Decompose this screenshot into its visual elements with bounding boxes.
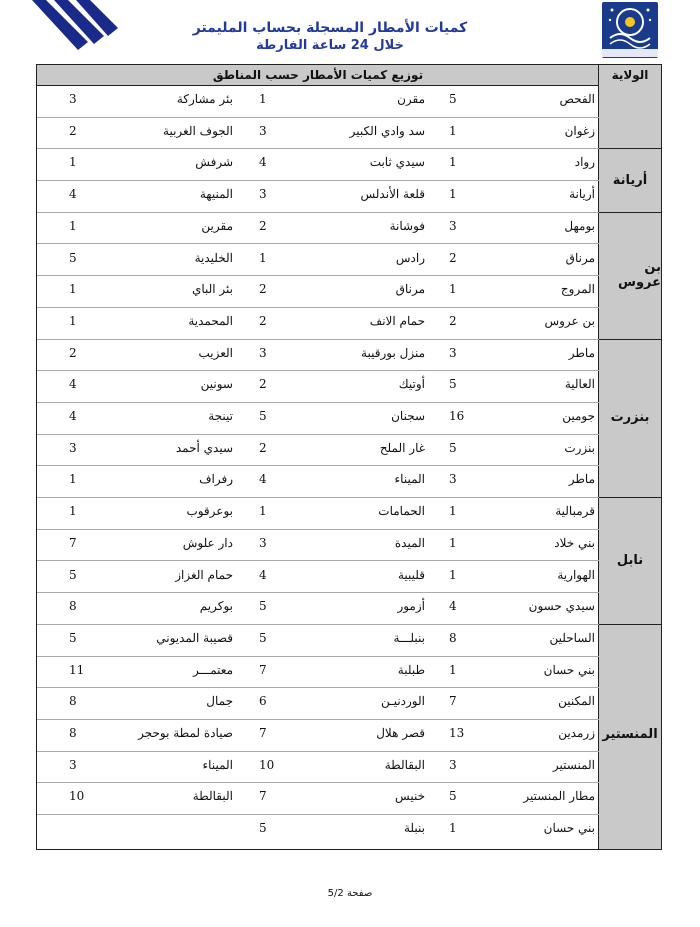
station-name: الميدة	[394, 535, 425, 550]
rainfall-value: 8	[69, 599, 77, 614]
rainfall-value: 5	[449, 92, 457, 106]
station-name: العالية	[564, 377, 595, 392]
rainfall-value: 2	[259, 282, 267, 297]
governorate-column	[598, 85, 661, 849]
rainfall-value: 1	[69, 504, 77, 519]
station-name: طبلبة	[397, 662, 425, 677]
station-name: ماطر	[568, 345, 595, 360]
rainfall-value: 5	[449, 789, 457, 804]
table-row	[37, 85, 599, 118]
page-title: كميات الأمطار المسجلة بحساب المليمتر	[192, 20, 468, 36]
station-name: منزل بورقيبة	[361, 345, 425, 360]
page-subtitle: خلال 24 ساعة الفارطة	[256, 38, 404, 53]
station-name: رادس	[395, 250, 425, 265]
station-name: الخليدية	[194, 250, 233, 265]
station-name: البقالطة	[384, 757, 425, 772]
station-name: جمال	[206, 694, 233, 709]
station-name: رفراف	[199, 472, 233, 487]
station-name: شرفش	[195, 155, 233, 170]
rainfall-value: 7	[259, 726, 267, 740]
rainfall-value: 10	[69, 789, 85, 804]
table-row	[37, 656, 599, 689]
station-name: الساحلين	[549, 630, 595, 645]
table-row	[37, 497, 599, 530]
rainfall-value: 3	[449, 218, 457, 233]
station-name: بومهل	[564, 218, 595, 233]
rainfall-value: 1	[449, 504, 457, 519]
station-name: بنبلة	[404, 821, 425, 836]
rainfall-value: 4	[259, 155, 267, 170]
station-name: الحمامات	[378, 504, 425, 519]
rainfall-value: 1	[69, 282, 77, 297]
rainfall-value: 7	[259, 789, 267, 804]
station-name: بن عروس	[544, 313, 595, 328]
station-name: سيدي ثابت	[369, 155, 425, 170]
table-header	[37, 65, 661, 86]
station-name: بئر مشاركة	[176, 92, 233, 106]
institute-logo	[602, 2, 658, 58]
table-row	[37, 370, 599, 403]
station-name: مقرن	[397, 92, 425, 106]
rainfall-value: 5	[259, 630, 267, 645]
station-name: مطار المنستير	[523, 789, 595, 804]
column-header-wilaya: الولاية	[598, 65, 661, 85]
station-name: بوعرقوب	[186, 504, 233, 519]
station-name: الجوف الغربية	[163, 123, 233, 138]
rainfall-value: 1	[449, 187, 457, 202]
station-name: قرمبالية	[555, 504, 595, 519]
rainfall-value: 2	[449, 313, 457, 328]
station-name: دار علوش	[182, 535, 233, 550]
rainfall-value: 5	[69, 630, 77, 645]
rainfall-value: 1	[259, 250, 267, 265]
rainfall-value: 3	[69, 757, 77, 772]
table-body	[37, 85, 599, 849]
station-name: الميناء	[394, 472, 425, 487]
corner-stripes-decoration	[32, 0, 122, 60]
rainfall-value: 1	[259, 504, 267, 519]
station-name: أزمور	[397, 599, 425, 614]
rainfall-value: 5	[259, 599, 267, 614]
station-name: ماطر	[568, 472, 595, 487]
rainfall-value: 1	[69, 472, 77, 487]
governorate-cell: نابل	[599, 497, 661, 625]
station-name: قصر هلال	[376, 726, 425, 740]
column-header-distribution: توزيع كميات الأمطار حسب المناطق	[212, 68, 424, 82]
station-name: سجنان	[391, 409, 425, 423]
table-row	[37, 402, 599, 435]
rainfall-value: 1	[69, 313, 77, 328]
station-name: سيدي أحمد	[175, 440, 233, 455]
governorate-cell: بن عروس	[599, 212, 661, 340]
table-row	[37, 782, 599, 815]
table-row	[37, 244, 599, 277]
rainfall-value: 2	[449, 250, 457, 265]
rainfall-value: 1	[259, 92, 267, 106]
station-name: مرناق	[565, 250, 595, 265]
rainfall-value: 8	[69, 694, 77, 709]
rainfall-value: 1	[449, 535, 457, 550]
rainfall-value: 1	[449, 821, 457, 836]
rainfall-value: 16	[449, 409, 465, 423]
rainfall-value: 5	[259, 821, 267, 836]
station-name: الميناء	[202, 757, 233, 772]
station-name: المنستير	[552, 757, 595, 772]
station-name: الوردنيـن	[381, 694, 425, 709]
station-name: خنيس	[395, 789, 425, 804]
station-name: مرناق	[395, 282, 425, 297]
rainfall-value: 4	[259, 567, 267, 582]
rainfall-value: 2	[259, 218, 267, 233]
governorate-cell: أريانة	[599, 148, 661, 212]
rainfall-value: 1	[69, 218, 77, 233]
rainfall-value: 7	[449, 694, 457, 709]
rainfall-value: 4	[69, 187, 77, 202]
station-name: سونين	[200, 377, 233, 392]
rainfall-value: 3	[259, 345, 267, 360]
station-name: المنيهة	[199, 187, 233, 202]
rainfall-value: 7	[69, 535, 77, 550]
table-row	[37, 465, 599, 498]
rainfall-value: 3	[259, 535, 267, 550]
station-name: قصيبة المديوني	[156, 630, 233, 645]
station-name: حمام الانف	[369, 313, 425, 328]
rainfall-value: 5	[449, 440, 457, 455]
station-name: أريانة	[569, 187, 595, 202]
rainfall-value: 6	[259, 694, 267, 709]
rainfall-value: 3	[69, 92, 77, 106]
rainfall-value: 4	[69, 409, 77, 423]
rainfall-value: 13	[449, 726, 465, 740]
logo-emblem-icon	[602, 2, 658, 50]
station-name: البقالطة	[192, 789, 233, 804]
table-row	[37, 687, 599, 720]
rainfall-value: 1	[69, 155, 77, 170]
table-row	[37, 307, 599, 340]
table-row	[37, 624, 599, 657]
station-name: قليبية	[397, 567, 425, 582]
rainfall-value: 4	[259, 472, 267, 487]
station-name: الفحص	[559, 92, 595, 106]
station-name: قلعة الأندلس	[360, 187, 425, 202]
rainfall-value: 5	[259, 409, 267, 423]
station-name: بني حسان	[543, 821, 595, 836]
table-row	[37, 592, 599, 625]
rainfall-value: 2	[69, 345, 77, 360]
rainfall-value: 2	[259, 377, 267, 392]
table-row	[37, 212, 599, 245]
rainfall-value: 8	[449, 630, 457, 645]
station-name: زغوان	[564, 123, 595, 138]
station-name: غار الملح	[379, 440, 425, 455]
station-name: زرمدين	[558, 726, 595, 740]
governorate-cell	[599, 85, 661, 149]
rainfall-value: 3	[449, 757, 457, 772]
rainfall-value: 5	[69, 250, 77, 265]
station-name: المروج	[560, 282, 595, 297]
station-name: جومين	[562, 409, 595, 423]
station-name: المحمدية	[188, 313, 233, 328]
station-name: أوتيك	[398, 377, 425, 392]
station-name: المكنين	[558, 694, 595, 709]
rainfall-value: 2	[259, 313, 267, 328]
table-row	[37, 814, 599, 846]
station-name: بوكريم	[199, 599, 233, 614]
table-row	[37, 751, 599, 784]
rainfall-value: 4	[449, 599, 457, 614]
rainfall-value: 2	[69, 123, 77, 138]
table-row	[37, 275, 599, 308]
rainfall-value: 1	[449, 567, 457, 582]
table-row	[37, 529, 599, 562]
station-name: مقرين	[201, 218, 233, 233]
rainfall-value: 3	[69, 440, 77, 455]
rainfall-value: 4	[69, 377, 77, 392]
rainfall-value: 2	[259, 440, 267, 455]
table-row	[37, 434, 599, 467]
rainfall-value: 10	[259, 757, 275, 772]
rainfall-value: 5	[449, 377, 457, 392]
rainfall-value: 3	[259, 187, 267, 202]
station-name: رواد	[574, 155, 595, 170]
governorate-cell: المنستير	[602, 727, 658, 743]
rainfall-value: 1	[449, 123, 457, 138]
station-name: بئر الباي	[191, 282, 233, 297]
station-name: العزيب	[198, 345, 233, 360]
station-name: معتمـــر	[193, 662, 233, 677]
station-name: سد وادي الكبير	[349, 123, 425, 138]
station-name: تينجة	[208, 409, 233, 423]
logo-caption	[602, 49, 658, 57]
station-name: الهوارية	[557, 567, 595, 582]
rainfall-value: 7	[259, 662, 267, 677]
station-name: سيدي حسون	[528, 599, 595, 614]
rainfall-value: 8	[69, 726, 77, 740]
station-name: حمام الغزاز	[175, 567, 233, 582]
station-name: بني حسان	[543, 662, 595, 677]
rainfall-value: 3	[449, 472, 457, 487]
rainfall-table	[36, 64, 662, 850]
station-name: بنزرت	[564, 440, 595, 455]
rainfall-value: 1	[449, 155, 457, 170]
station-name: فوشانة	[389, 218, 425, 233]
station-name: بني خلاد	[554, 535, 595, 550]
station-name: بنبلـــة	[393, 630, 425, 645]
rainfall-value: 11	[69, 662, 85, 677]
rainfall-value: 3	[259, 123, 267, 138]
station-name: صيادة لمطة بوحجر	[138, 726, 233, 740]
table-row	[37, 117, 599, 150]
rainfall-value: 3	[449, 345, 457, 360]
governorate-cell: بنزرت	[599, 339, 661, 499]
table-row	[37, 561, 599, 594]
rainfall-value: 1	[449, 662, 457, 677]
rainfall-value: 5	[69, 567, 77, 582]
table-row	[37, 719, 599, 752]
page-number: صفحة 5/2	[327, 888, 373, 899]
table-row	[37, 148, 599, 181]
table-row	[37, 339, 599, 372]
table-row	[37, 180, 599, 213]
rainfall-value: 1	[449, 282, 457, 297]
